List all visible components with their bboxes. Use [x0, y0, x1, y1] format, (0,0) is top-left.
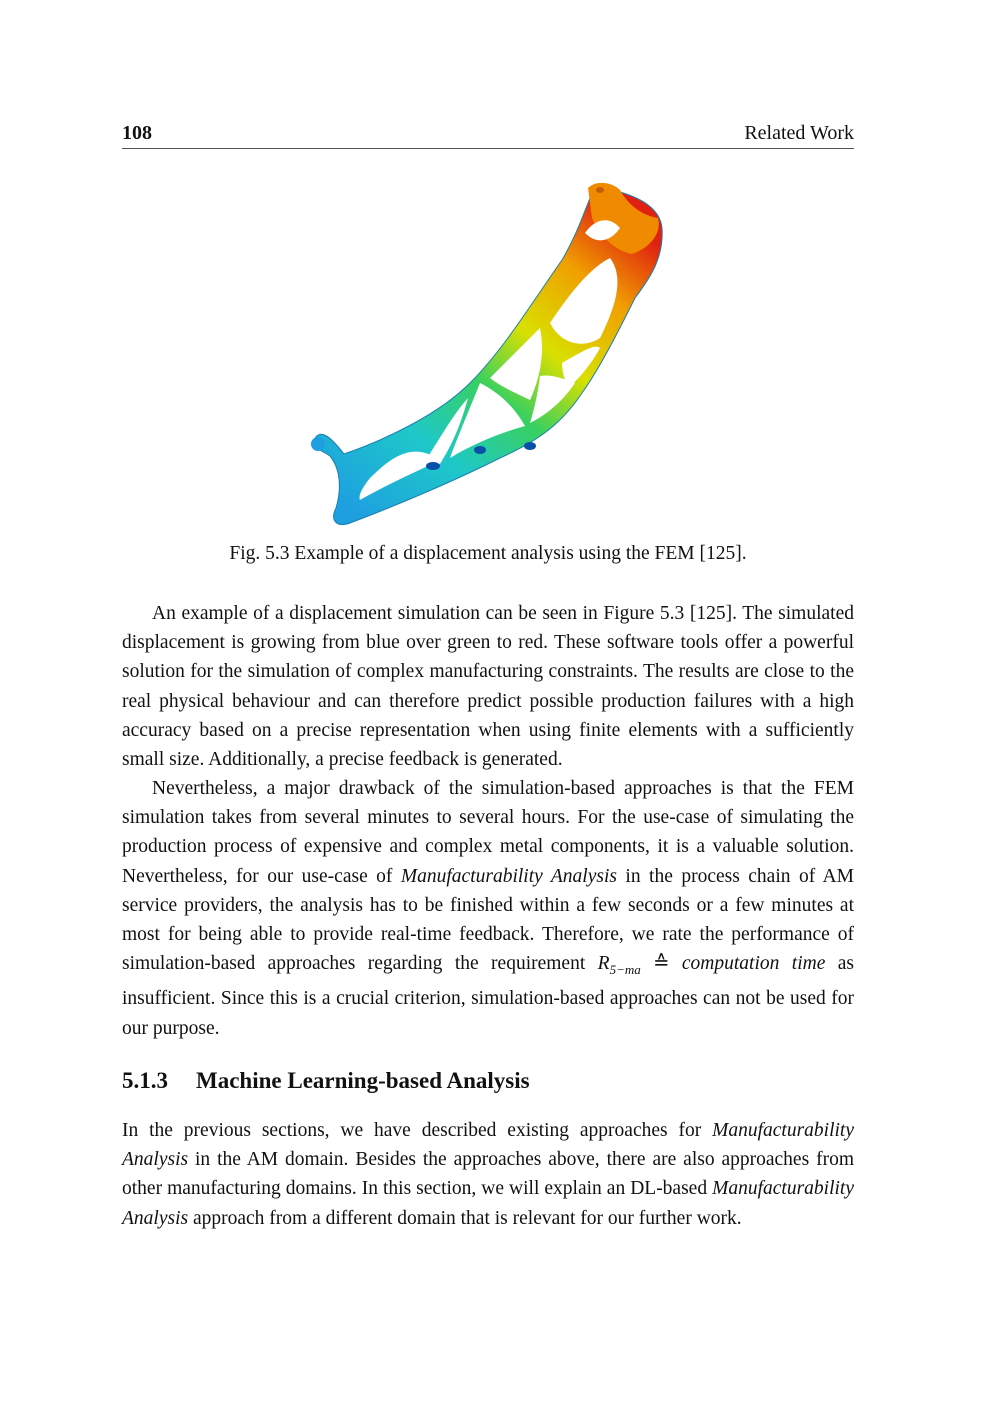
left-hook — [311, 437, 325, 451]
fem-bracket-render — [300, 178, 680, 533]
page-header — [122, 120, 854, 149]
paragraph-simulation-drawback — [122, 774, 854, 1043]
requirement-symbol: R — [597, 953, 610, 975]
correspondence-symbol: ≙ — [640, 953, 682, 975]
section-title: Machine Learning-based Analysis — [196, 1068, 530, 1093]
paragraph-ml-intro — [122, 1116, 854, 1233]
para3-text-c: approach from a different domain that is relevant for our further work. — [188, 1207, 742, 1229]
para2-text-a: Nevertheless, a major drawback of the simulation-based approaches is that the FEM simulation takes from several minutes to several hours. For the use-case of simulating the production process of expensive and complex metal components, it is a valuable solution. Nevertheless, for our use-case of — [122, 778, 854, 887]
requirement-subscript: 5−ma — [609, 962, 641, 978]
para3-emphasis-a: Manufacturability Analysis — [122, 1120, 854, 1171]
para2-text-c: as insufficient. Since this is a crucial criterion, simulation-based approaches can not be used for our purpose. — [122, 953, 854, 1039]
para3-emphasis-b: Manufacturability Analysis — [122, 1178, 854, 1229]
running-title: Related Work — [744, 122, 854, 144]
para2-text-b: in the process chain of AM service providers, the analysis has to be finished within a few seconds or a few minutes at most for being able to provide real-time feedback. Therefore, we rate the performance of simulation-based approaches regarding the requirement — [122, 865, 854, 975]
requirement-term: computation time — [681, 953, 826, 975]
section-heading — [122, 1068, 854, 1094]
para2-emphasis: Manufacturability Analysis — [400, 865, 617, 887]
fem-displacement-figure — [300, 178, 680, 533]
para3-text-a: In the previous sections, we have described existing approaches for — [122, 1120, 713, 1141]
para3-text-b: in the AM domain. Besides the approaches above, there are also approaches from other manufacturing domains. In this section, we will explain an DL-based — [122, 1149, 854, 1200]
figure-caption: Fig. 5.3 Example of a displacement analysis using the FEM [125]. — [229, 543, 747, 564]
section-number: 5.1.3 — [122, 1068, 168, 1093]
page-number: 108 — [122, 122, 152, 144]
paragraph-displacement-example: An example of a displacement simulation can be seen in Figure 5.3 [125]. The simulated displacement is growing from blue over green to red. These software tools offer a powerful solution for the simulation of complex manufacturing constraints. The results are close to the real physical behaviour and can therefore predict possible production failures with a high accuracy based on a precise representation when using finite elements with a sufficiently small size. Additionally, a precise feedback is generated. — [122, 603, 854, 771]
